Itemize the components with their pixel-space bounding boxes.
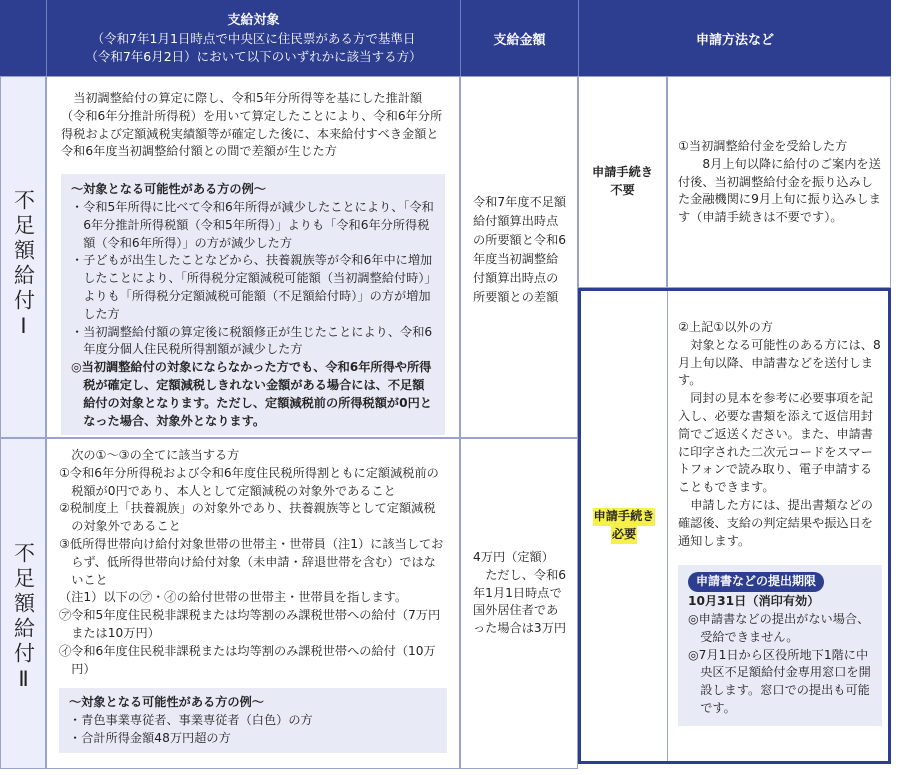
- header-target-sub2: （令和7年6月2日）において以下のいずれかに該当する方）: [85, 48, 422, 64]
- apply-para-2: 同封の見本を参考に必要事項を記入し、必要な書類を添えて返信用封筒でご返送ください。また、申請書に印字された二次元コードをスマートフォンで読み取り、電子申請することもできます。: [678, 391, 873, 495]
- row2-example-1: ・青色事業専従者、事業専従者（白色）の方: [69, 713, 313, 728]
- row2-label-cell: [0, 438, 46, 769]
- apply-title: ②上記①以外の方: [678, 320, 773, 334]
- header-blank: [0, 0, 46, 76]
- apply-para-3: 申請した方には、提出書類などの確認後、支給の判定結果や振込日を通知します。: [678, 497, 873, 548]
- no-apply-title: ①当初調整給付金を受給した方: [678, 139, 848, 153]
- header-target-title: 支給対象: [227, 12, 280, 28]
- apply-label-1: 申請手続き: [593, 508, 656, 526]
- apply-label-2: 必要: [611, 526, 637, 544]
- row1-example-title: ～対象となる可能性がある方の例～: [71, 182, 266, 197]
- row2-target-cell: [46, 438, 460, 769]
- row1-intro: 当初調整給付の算定に際し、令和5年分所得等を基にした推計額（令和6年分推計所得税）を用いて算定したことにより、令和6年分所得税および定額減税実績額等が確定した後に、本来給付すべき金額と令和6年度当初調整給付額との間で差額が生じた方: [61, 91, 443, 159]
- deadline-box: [678, 565, 882, 725]
- row1-example-2: ・子どもが出生したことなどから、扶養親族等が令和6年中に増加したことにより、「所得税分定額減税可能額（当初調整給付時）」よりも「所得税分定額減税可能額（不足額給付時）」の方が増加した方: [71, 253, 433, 321]
- header-target-sub1: （令和7年1月1日時点で中央区に住民票がある方で基準日: [91, 30, 416, 46]
- header-target: [46, 0, 460, 76]
- deadline-tag: 申請書などの提出期限: [688, 572, 824, 592]
- no-apply-text: 8月上旬以降に給付のご案内を送付後、当初調整給付金を振り込みした金融機関に9月上旬に振り込みします（申請手続きは不要です）。: [678, 156, 881, 225]
- header-amount: [460, 0, 578, 76]
- row1-label-cell: [0, 76, 46, 438]
- row2-item-3: ③低所得世帯向け給付対象世帯の世帯主・世帯員（注1）に該当しておらず、低所得世帯向け給付対象（未申請・辞退世帯を含む）ではないこと: [59, 536, 444, 587]
- method-apply-text-cell: [668, 291, 888, 761]
- method-no-apply-text-cell: [667, 76, 891, 288]
- row2-item-2: ②税制度上「扶養親族」の対象外であり、扶養親族等として定額減税の対象外であること: [59, 501, 436, 534]
- row2-amount-cell: [460, 438, 578, 769]
- deadline-note-2: ◎7月1日から区役所地下1階に中央区不足額給付金専用窓口を開設します。窓口での提出も可能です。: [688, 647, 871, 715]
- row2-note-1: （注1）以下の㋐・㋑の給付世帯の世帯主・世帯員を指します。: [59, 590, 408, 605]
- method-no-apply-label-cell: [578, 76, 667, 288]
- row2-lead: 次の①～③の全てに該当する方: [71, 448, 240, 462]
- row1-target-cell: [46, 76, 460, 438]
- header-method-label: 申請方法など: [695, 32, 774, 48]
- apply-para-1: 対象となる可能性のある方には、8月上旬以降、申請書などを送付します。: [678, 337, 881, 388]
- header-amount-label: 支給金額: [493, 32, 546, 48]
- row2-item-b: ㋑令和6年度住民税非課税または均等割のみ課税世帯への給付（10万円）: [59, 643, 436, 676]
- row1-example-1: ・令和5年所得に比べて令和6年所得が減少したことにより、「令和6年分推計所得税額（令和5年所得）」よりも「令和6年分所得税額（令和6年所得）」の方が減少した方: [71, 199, 434, 250]
- no-apply-label-1: 申請手続き: [592, 165, 653, 180]
- row2-label: 不足額給付Ⅱ: [11, 542, 36, 695]
- row1-amount-cell: [460, 76, 578, 438]
- row1-example-3: ・当初調整給付額の算定後に税額修正が生じたことにより、令和6年度分個人住民税所得割額が減少した方: [71, 324, 433, 357]
- no-apply-label-2: 不要: [610, 183, 635, 197]
- row2-example-2: ・合計所得金額48万円超の方: [69, 730, 231, 745]
- method-apply-label-cell: [581, 291, 667, 761]
- row1-amount: 令和7年度不足額給付額算出時点の所要額と令和6年度当初調整給付額算出時点の所要額との差額: [473, 195, 567, 304]
- row2-item-a: ㋐令和5年度住民税非課税または均等割のみ課税世帯への給付（7万円または10万円）: [59, 608, 441, 640]
- row1-example-box: [61, 174, 445, 435]
- row2-amount-line1: 4万円（定額）: [473, 550, 554, 564]
- row1-label: 不足額給付Ⅰ: [11, 189, 36, 342]
- row2-item-1: ①令和6年分所得税および令和6年度住民税所得割ともに定額減税前の税額が0円であり、本人として定額減税の対象外であること: [59, 465, 439, 498]
- deadline-note-1: ◎申請書などの提出がない場合、受給できません。: [688, 611, 870, 644]
- row2-example-box: [59, 688, 447, 752]
- row2-amount-rest: ただし、令和6年1月1日時点で国外居住者であった場合は3万円: [473, 567, 567, 636]
- deadline-date: 10月31日（消印有効）: [688, 594, 820, 609]
- header-method: [578, 0, 891, 76]
- row2-example-title: ～対象となる可能性がある方の例～: [69, 695, 264, 710]
- row1-note: ◎当初調整給付の対象にならなかった方でも、令和6年所得や所得税が確定し、定額減税しきれない金額がある場合には、不足額給付の対象となります。ただし、定額減税前の所得税額が0円となった場合、対象外となります。: [71, 360, 432, 428]
